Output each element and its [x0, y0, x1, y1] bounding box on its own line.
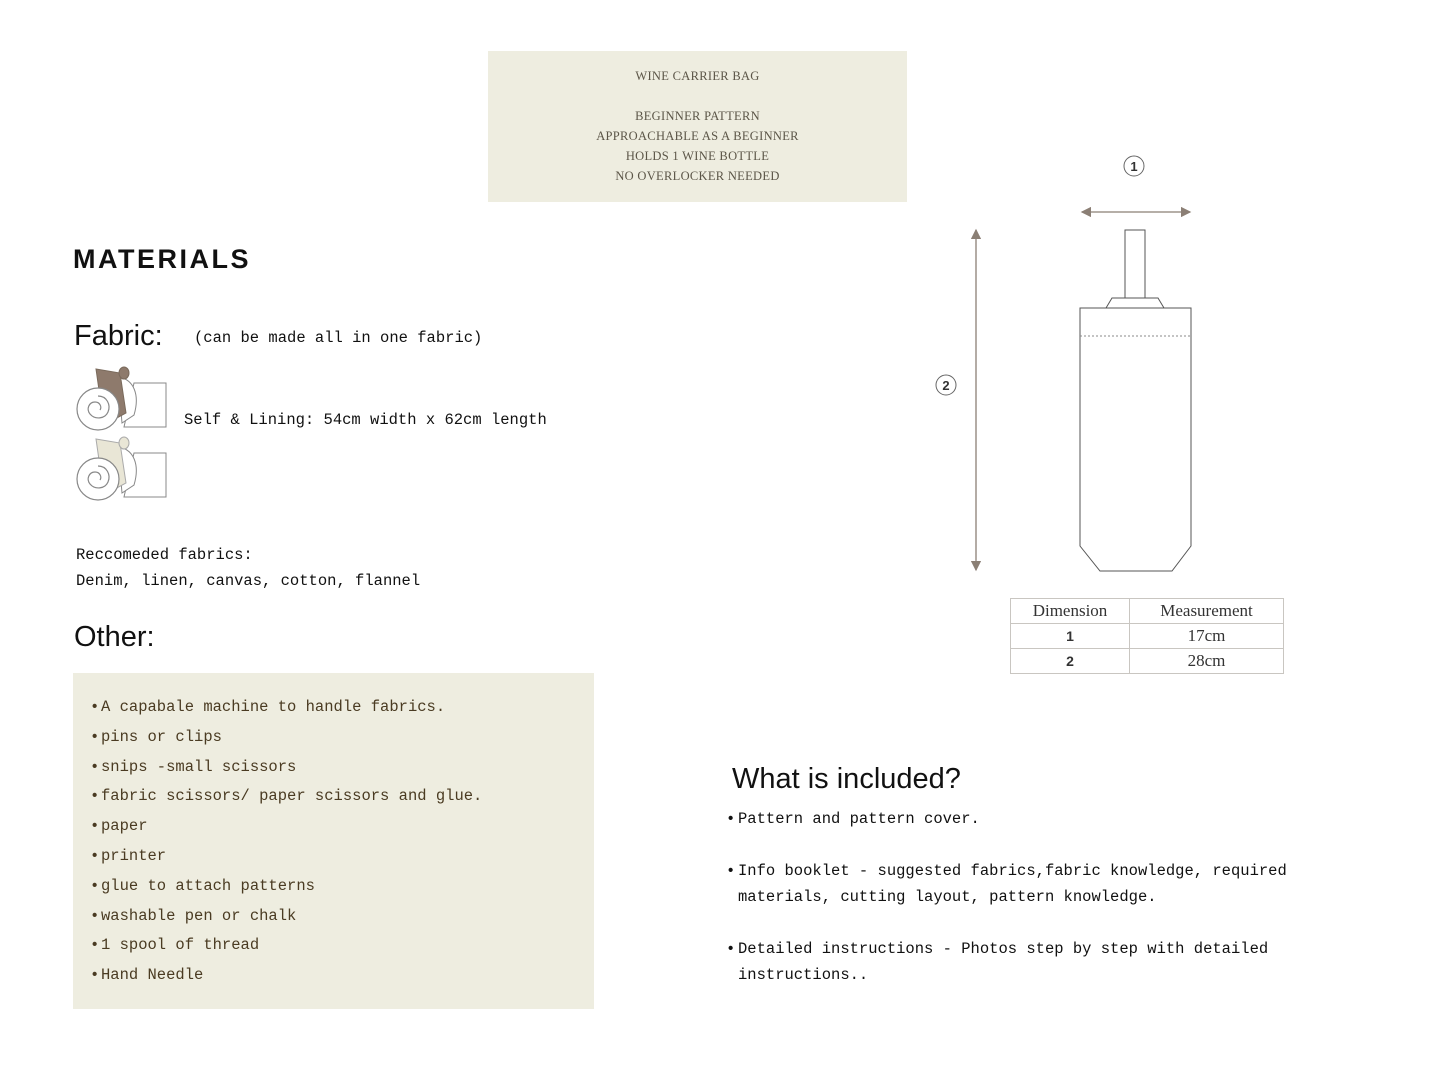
- dimension-1-marker: [1124, 156, 1144, 176]
- bag-outline: [1080, 230, 1191, 571]
- recommended-fabrics: [76, 542, 420, 594]
- fabric-roll-icon-self: [77, 367, 166, 430]
- bullet-icon: •: [90, 727, 100, 746]
- list-item: • snips -small scissors: [90, 753, 594, 783]
- recommended-label: Reccomeded fabrics:: [76, 546, 253, 564]
- bullet-icon: •: [90, 876, 100, 895]
- pattern-summary-box: [488, 51, 907, 202]
- recommended-list: Denim, linen, canvas, cotton, flannel: [76, 572, 421, 590]
- dimension-2-marker: [936, 375, 956, 395]
- fabric-spec: Self & Lining: 54cm width x 62cm length: [184, 411, 547, 429]
- wine-bag-diagram: [920, 150, 1220, 590]
- table-cell: 2: [1011, 649, 1130, 674]
- table-row: [1011, 649, 1284, 674]
- table-row: [1011, 624, 1284, 649]
- included-list: [726, 806, 1346, 1014]
- bullet-icon: •: [90, 906, 100, 925]
- dimension-table: [1010, 598, 1284, 674]
- bullet-icon: •: [90, 817, 100, 836]
- list-item: • Info booklet - suggested fabrics,fabric knowledge, required materials, cutting layout, pattern knowledge.: [726, 858, 1346, 910]
- fabric-rolls-illustration: [74, 365, 170, 505]
- other-materials-box: [73, 673, 594, 1009]
- included-heading: What is included?: [732, 763, 961, 795]
- bullet-icon: •: [90, 698, 100, 716]
- list-item: • Hand Needle: [90, 961, 594, 991]
- bullet-icon: •: [90, 787, 100, 806]
- summary-line: HOLDS 1 WINE BOTTLE: [625, 149, 770, 163]
- list-item: • pins or clips: [90, 723, 594, 753]
- pattern-title: WINE CARRIER BAG: [635, 69, 760, 83]
- list-item: • Pattern and pattern cover.: [726, 806, 1346, 832]
- list-item: • Detailed instructions - Photos step by step with detailed instructions..: [726, 936, 1346, 988]
- bullet-icon: •: [90, 966, 100, 985]
- table-header-row: [1011, 599, 1284, 624]
- fabric-heading: Fabric:: [74, 320, 163, 352]
- bullet-icon: •: [90, 757, 100, 776]
- list-item: • paper: [90, 812, 594, 842]
- list-item: • fabric scissors/ paper scissors and glue.: [90, 782, 594, 812]
- list-item: • printer: [90, 842, 594, 872]
- svg-text:2: 2: [942, 378, 950, 393]
- table-header: Measurement: [1130, 599, 1284, 624]
- other-materials-list: [73, 673, 594, 991]
- bullet-icon: •: [726, 940, 736, 958]
- bullet-icon: •: [726, 862, 736, 880]
- summary-line: APPROACHABLE AS A BEGINNER: [596, 129, 799, 143]
- svg-text:1: 1: [1130, 159, 1138, 174]
- list-item: • glue to attach patterns: [90, 872, 594, 902]
- fabric-roll-icon-lining: [77, 437, 166, 500]
- table-cell: 17cm: [1130, 624, 1284, 649]
- bullet-icon: •: [90, 846, 100, 865]
- bullet-icon: •: [726, 810, 736, 828]
- list-item: • A capabale machine to handle fabrics.: [90, 693, 594, 723]
- list-item: • 1 spool of thread: [90, 931, 594, 961]
- table-cell: 28cm: [1130, 649, 1284, 674]
- bullet-icon: •: [90, 936, 100, 955]
- summary-line: NO OVERLOCKER NEEDED: [615, 169, 780, 183]
- other-heading: Other:: [74, 621, 155, 653]
- table-cell: 1: [1011, 624, 1130, 649]
- table-header: Dimension: [1011, 599, 1130, 624]
- summary-line: BEGINNER PATTERN: [635, 109, 760, 123]
- fabric-note: (can be made all in one fabric): [194, 329, 483, 347]
- list-item: • washable pen or chalk: [90, 902, 594, 932]
- materials-heading: MATERIALS: [73, 244, 251, 274]
